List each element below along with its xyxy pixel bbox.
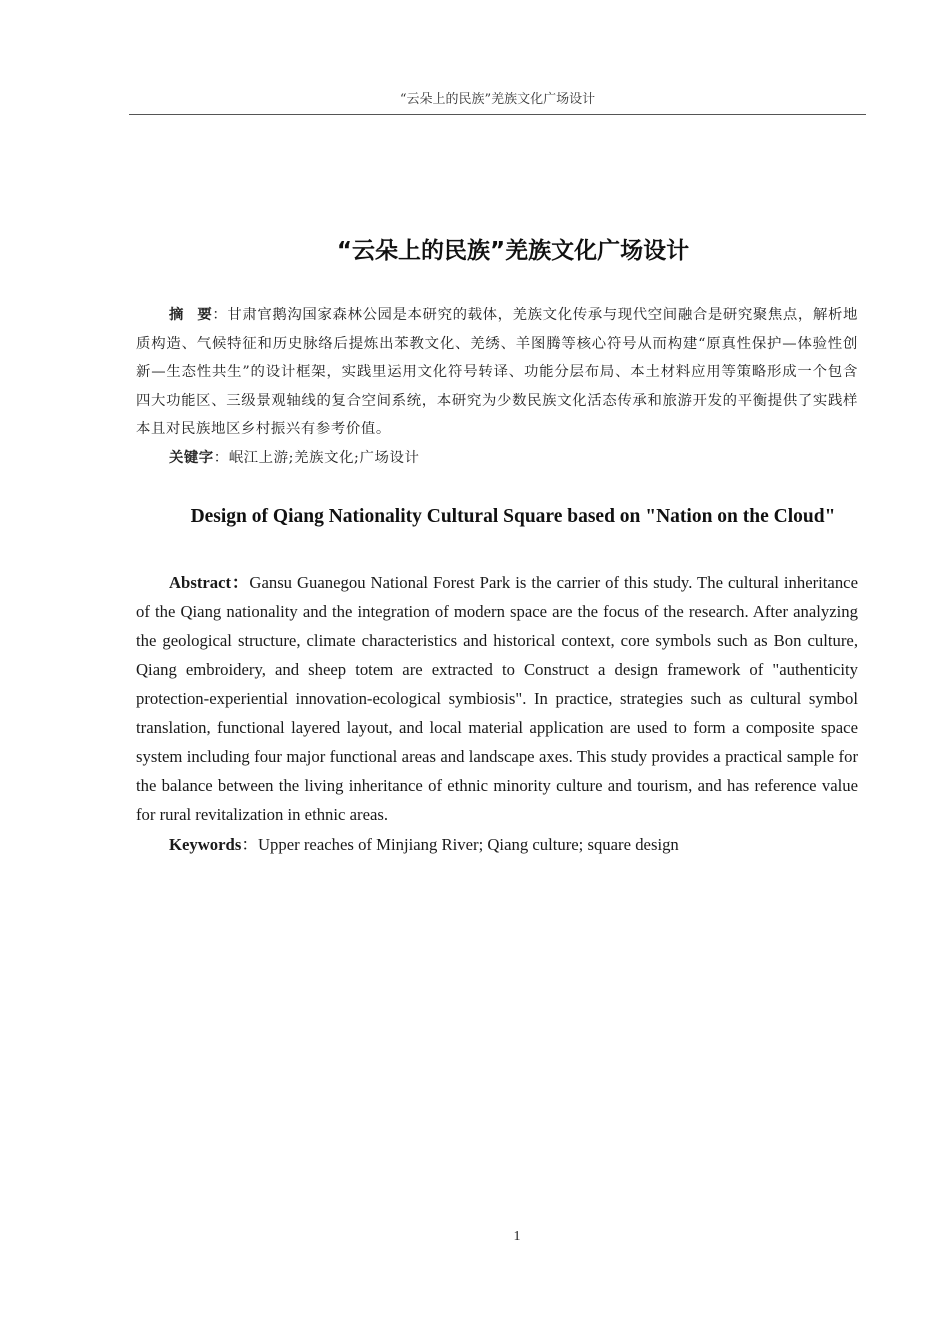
chinese-keywords-label: 关键字 [169,450,214,466]
chinese-keywords [136,444,858,472]
english-abstract-label: Abstract： [169,573,250,592]
chinese-abstract [136,301,858,444]
running-header: “云朵上的民族”羌族文化广场设计 [399,92,596,107]
english-abstract [136,568,858,829]
chinese-abstract-label-char-1: 摘 [169,307,198,323]
english-title: Design of Qiang Nationality Cultural Square based on "Nation on the Cloud" [190,506,836,527]
chinese-title: “云朵上的民族”羌族文化广场设计 [336,238,690,264]
chinese-abstract-label [169,307,212,323]
english-keywords-label: Keywords [169,835,242,854]
english-keywords [136,830,858,859]
chinese-abstract-label-char-2: 要 [197,307,213,323]
chinese-keywords-text: 岷江上游;羌族文化;广场设计 [228,450,420,466]
english-keywords-colon: ： [241,835,258,854]
page-number: 1 [513,1229,521,1244]
chinese-abstract-colon: ： [212,307,228,323]
chinese-abstract-text: 甘肃官鹅沟国家森林公园是本研究的载体，羌族文化传承与现代空间融合是研究聚焦点，解析地质构造、气候特征和历史脉络后提炼出苯教文化、羌绣、羊图腾等核心符号从而构建“原真性保护—体验性创新—生态性共生”的设计框架，实践里运用文化符号转译、功能分层布局、本土材料应用等策略形成一个包含四大功能区、三级景观轴线的复合空间系统，本研究为少数民族文化活态传承和旅游开发的平衡提供了实践样本且对民族地区乡村振兴有参考价值。 [136,307,858,438]
chinese-abstract-paragraph [136,301,858,444]
chinese-keywords-colon: ： [213,450,229,466]
english-abstract-paragraph [136,568,858,829]
english-keywords-text: Upper reaches of Minjiang River; Qiang culture; square design [258,835,679,854]
header-divider [129,114,866,115]
english-abstract-text: Gansu Guanegou National Forest Park is the carrier of this study. The cultural inheritance of the Qiang nationality and the integration of modern space are the focus of the research. After analyzing the geological structure, climate characteristics and historical context, core symbols such as Bon culture, Qiang embroidery, and sheep totem are extracted to Construct a design framework of "authenticity protection-experiential innovation-ecological symbiosis". In practice, strategies such as cultural symbol translation, functional layered layout, and local material application are used to form a composite space system including four major functional areas and landscape axes. This study provides a practical sample for the balance between the living inheritance of ethnic minority culture and tourism, and has reference value for rural revitalization in ethnic areas. [136,573,859,824]
